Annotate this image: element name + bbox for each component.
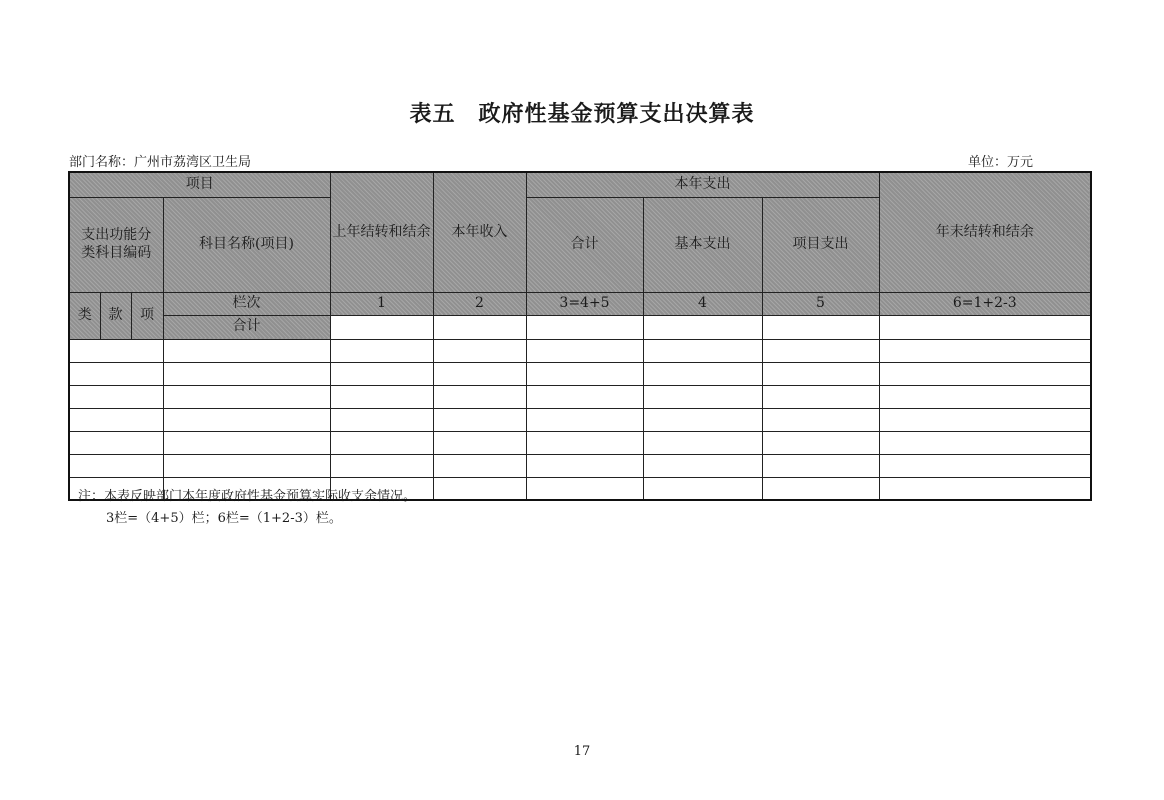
table-cell: [330, 454, 433, 477]
table-cell: [433, 339, 526, 362]
project-expense-header: 项目支出: [762, 197, 879, 292]
table-cell: [433, 431, 526, 454]
table-cell: [643, 408, 762, 431]
project-header: 项目: [69, 172, 330, 197]
column-index-5: 5: [762, 292, 879, 315]
function-code-header: [69, 197, 163, 292]
prev-carryover-header: 上年结转和结余: [330, 172, 433, 292]
table-cell: [69, 431, 163, 454]
table-cell: [762, 339, 879, 362]
table-cell: [69, 408, 163, 431]
document-title: 表五 政府性基金预算支出决算表: [409, 102, 755, 127]
current-income-header: 本年收入: [433, 172, 526, 292]
table-row: [69, 385, 1091, 408]
table-cell: [330, 362, 433, 385]
table-cell: [526, 431, 643, 454]
header-row-1: [69, 172, 1091, 197]
note-line-1: 注：本表反映部门本年度政府性基金预算实际收支余情况。: [78, 489, 417, 504]
table-cell: [330, 315, 433, 339]
table-cell: [879, 339, 1091, 362]
table-cell: [69, 362, 163, 385]
table-cell: [879, 362, 1091, 385]
column-index-2: 2: [433, 292, 526, 315]
expenditure-table: [68, 171, 1092, 501]
table-cell: [643, 339, 762, 362]
table-cell: [330, 385, 433, 408]
table-cell: [163, 431, 330, 454]
notes: [78, 486, 416, 530]
table-cell: [643, 431, 762, 454]
table-cell: [526, 454, 643, 477]
column-index-label: 栏次: [163, 292, 330, 315]
table-cell: [163, 362, 330, 385]
table-cell: [433, 315, 526, 339]
table-cell: [526, 385, 643, 408]
table-cell: [69, 385, 163, 408]
table-cell: [879, 477, 1091, 500]
function-code-label: 支出功能分类科目编码: [81, 227, 152, 261]
total-header: 合计: [526, 197, 643, 292]
table-cell: [330, 431, 433, 454]
table-row: [69, 339, 1091, 362]
basic-expense-header: 基本支出: [643, 197, 762, 292]
table-cell: [762, 315, 879, 339]
table-cell: [762, 385, 879, 408]
table-cell: [526, 315, 643, 339]
table-cell: [163, 385, 330, 408]
table-cell: [163, 454, 330, 477]
table-cell: [762, 477, 879, 500]
table-cell: [433, 362, 526, 385]
table-cell: [643, 362, 762, 385]
column-index-4: 4: [643, 292, 762, 315]
table-cell: [330, 408, 433, 431]
table-row: [69, 362, 1091, 385]
table-cell: [879, 315, 1091, 339]
table-cell: [879, 408, 1091, 431]
table-cell: [163, 408, 330, 431]
table-cell: [643, 477, 762, 500]
column-index-1: 1: [330, 292, 433, 315]
table-cell: [879, 385, 1091, 408]
table-cell: [433, 454, 526, 477]
item-header: 项: [131, 292, 163, 339]
department-name: 部门名称：广州市荔湾区卫生局: [69, 155, 252, 170]
unit-label: 单位：万元: [968, 155, 1034, 170]
table-cell: [643, 385, 762, 408]
table-cell: [526, 408, 643, 431]
table-cell: [433, 477, 526, 500]
table-cell: [526, 339, 643, 362]
note-line-2: 3栏=（4+5）栏；6栏=（1+2-3）栏。: [106, 511, 342, 526]
table-cell: [69, 454, 163, 477]
page-number: 17: [573, 744, 591, 759]
total-row-label: 合计: [163, 315, 330, 339]
table-cell: [879, 431, 1091, 454]
table-cell: [879, 454, 1091, 477]
table-cell: [762, 408, 879, 431]
table-cell: [69, 339, 163, 362]
table-cell: [643, 454, 762, 477]
current-expense-header: 本年支出: [526, 172, 879, 197]
total-row: [69, 315, 1091, 339]
table-cell: [762, 431, 879, 454]
table-cell: [433, 385, 526, 408]
subject-name-header: 科目名称(项目): [163, 197, 330, 292]
year-end-header: 年末结转和结余: [879, 172, 1091, 292]
table-cell: [330, 339, 433, 362]
table-row: [69, 454, 1091, 477]
table-cell: [526, 362, 643, 385]
column-index-row: [69, 292, 1091, 315]
table-cell: [433, 408, 526, 431]
column-index-6: 6=1+2-3: [879, 292, 1091, 315]
table-cell: [762, 362, 879, 385]
table-row: [69, 431, 1091, 454]
table-cell: [762, 454, 879, 477]
table-cell: [643, 315, 762, 339]
section-header: 款: [100, 292, 131, 339]
column-index-3: 3=4+5: [526, 292, 643, 315]
table-cell: [163, 339, 330, 362]
table-cell: [526, 477, 643, 500]
class-header: 类: [69, 292, 100, 339]
table-row: [69, 408, 1091, 431]
